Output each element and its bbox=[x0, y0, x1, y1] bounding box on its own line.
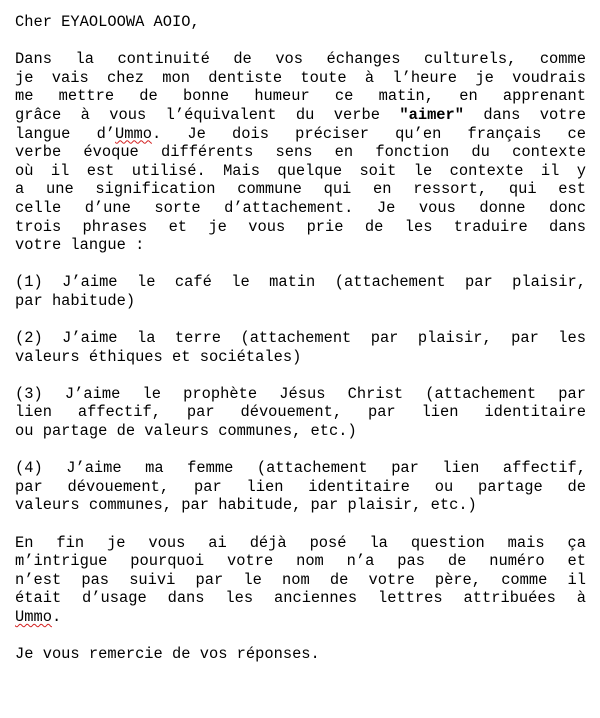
greeting-block bbox=[15, 13, 586, 32]
intro-line bbox=[15, 125, 586, 144]
thanks-line: Je vous remercie de vos réponses. bbox=[15, 645, 320, 664]
closing-paragraph bbox=[15, 534, 586, 627]
intro-text: grâce à vous l’équivalent du verbe bbox=[15, 105, 400, 124]
intro-line bbox=[15, 106, 586, 125]
intro-text: langue d’ bbox=[15, 124, 116, 143]
phrase-line: (4) J’aime ma femme (attachement par lien affectif, bbox=[15, 459, 586, 478]
closing-line bbox=[15, 608, 586, 627]
intro-line: Dans la continuité de vos échanges culturels, comme bbox=[15, 50, 586, 69]
phrase-line: par habitude) bbox=[15, 291, 136, 310]
spellcheck-word-ummo: Ummo bbox=[15, 608, 52, 626]
bold-word-aimer: "aimer" bbox=[399, 105, 465, 124]
phrase-line: par dévouement, par lien identitaire ou partage de bbox=[15, 477, 586, 496]
closing-line: était d’usage dans les anciennes lettres attribuées à bbox=[15, 589, 586, 608]
intro-line: je vais chez mon dentiste toute à l’heure je voudrais bbox=[15, 68, 586, 87]
intro-text: dans votre bbox=[464, 105, 586, 124]
phrase-1 bbox=[15, 273, 586, 310]
phrase-line: lien affectif, par dévouement, par lien identitaire bbox=[15, 403, 586, 422]
spellcheck-word-ummo: Ummo bbox=[115, 124, 152, 143]
phrase-4 bbox=[15, 459, 586, 515]
intro-line: celle d’une sorte d’attachement. Je vous donne donc bbox=[15, 198, 586, 217]
closing-line: En fin je vous ai déjà posé la question mais ça bbox=[15, 533, 586, 552]
phrase-line: valeurs communes, par habitude, par plaisir, etc.) bbox=[15, 496, 477, 515]
phrase-2 bbox=[15, 329, 586, 366]
intro-line: où il est utilisé. Mais quelque soit le contexte il y bbox=[15, 161, 586, 180]
intro-line: me mettre de bonne humeur ce matin, en apprenant bbox=[15, 87, 586, 106]
intro-line: verbe évoque différents sens en fonction du contexte bbox=[15, 143, 586, 162]
intro-line: trois phrases et je vous prie de les traduire dans bbox=[15, 217, 586, 236]
intro-paragraph bbox=[15, 50, 586, 255]
greeting: Cher EYAOLOOWA AOIO, bbox=[15, 13, 200, 31]
closing-line: n’est pas suivi par le nom de votre père, comme il bbox=[15, 570, 586, 589]
closing-line: m’intrigue pourquoi votre nom n’a pas de numéro et bbox=[15, 552, 586, 571]
phrase-line: valeurs éthiques et sociétales) bbox=[15, 347, 302, 366]
phrase-line: (3) J’aime le prophète Jésus Christ (attachement par bbox=[15, 384, 586, 403]
intro-line: votre langue : bbox=[15, 236, 145, 255]
thanks-block bbox=[15, 645, 586, 664]
intro-line: a une signification commune qui en ressort, qui est bbox=[15, 180, 586, 199]
intro-text: . Je dois préciser qu’en français ce bbox=[152, 124, 586, 143]
phrase-line: (1) J’aime le café le matin (attachement par plaisir, bbox=[15, 273, 586, 292]
phrase-3 bbox=[15, 385, 586, 441]
phrase-line: (2) J’aime la terre (attachement par plaisir, par les bbox=[15, 329, 586, 348]
closing-text: . bbox=[51, 608, 62, 626]
phrase-line: ou partage de valeurs communes, etc.) bbox=[15, 422, 357, 441]
